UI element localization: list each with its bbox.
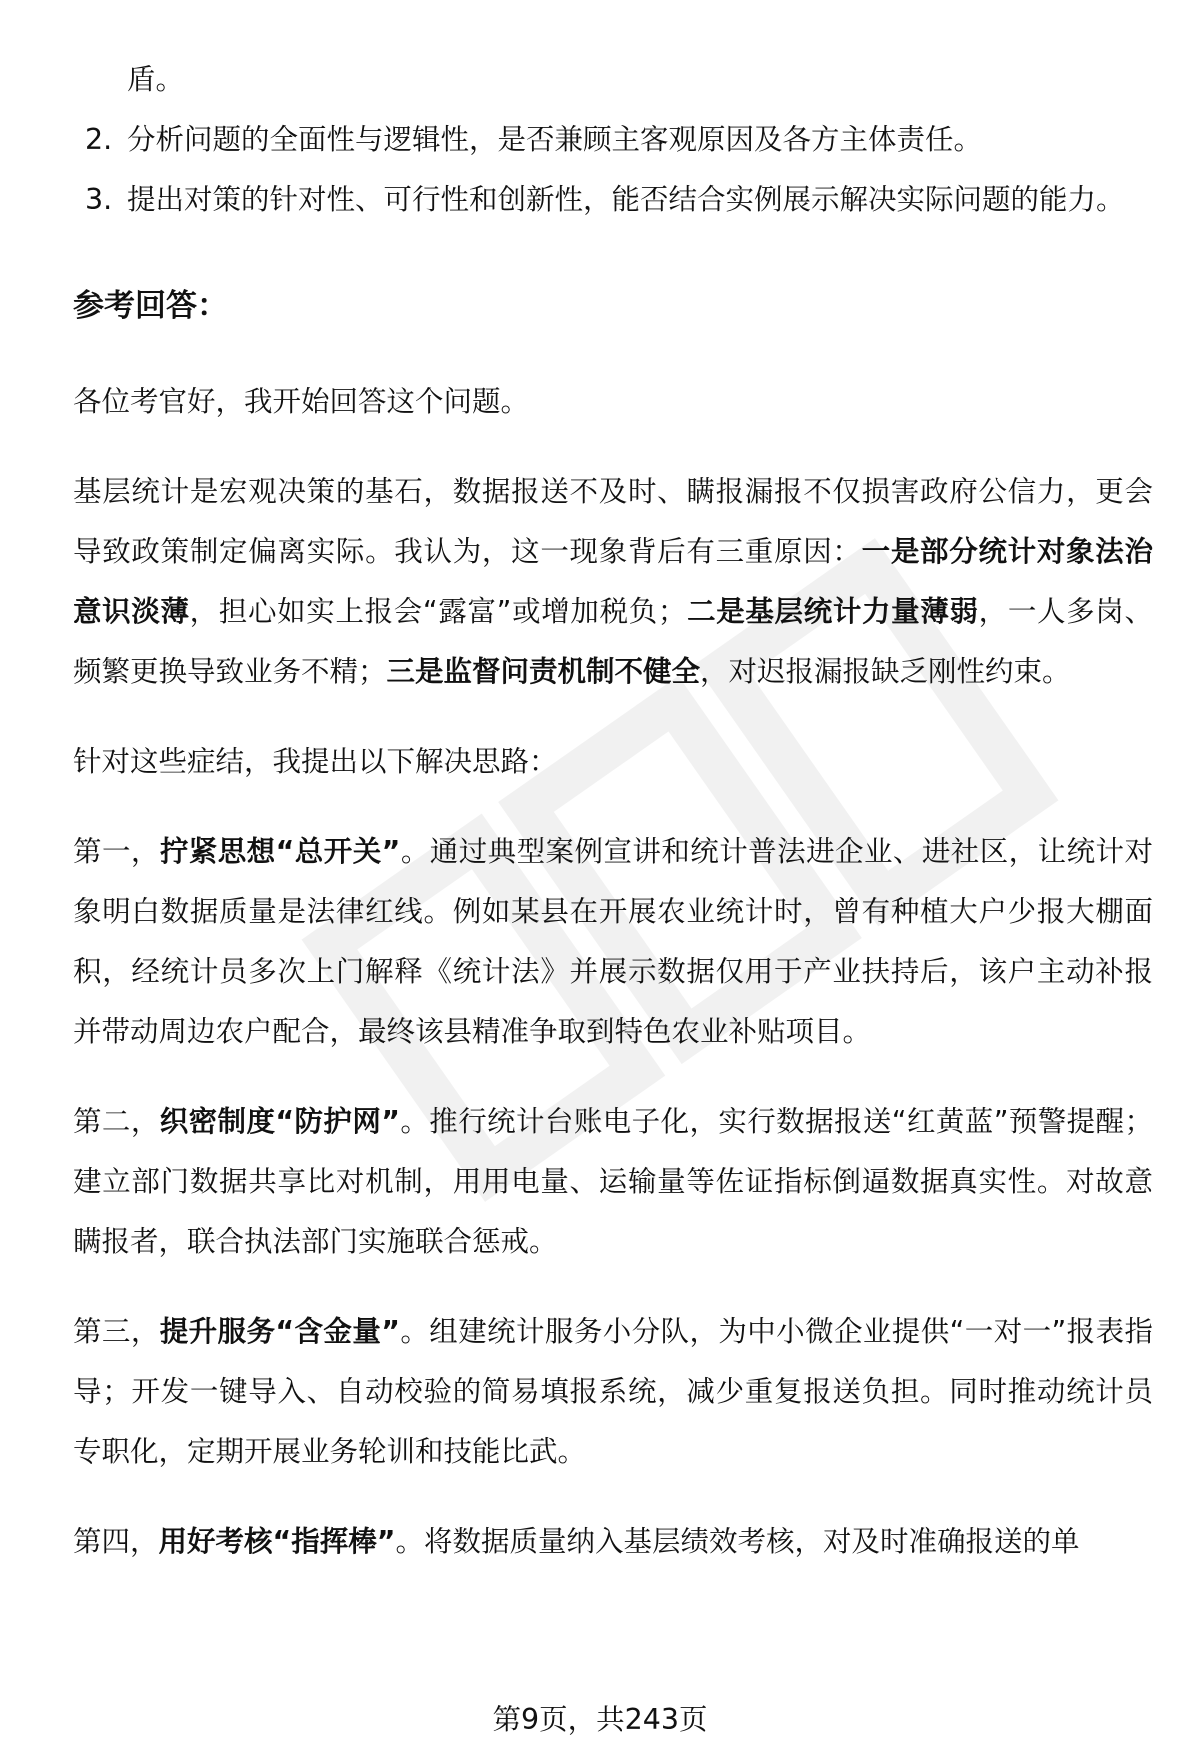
list-number: 3. bbox=[85, 183, 113, 216]
measure-title: 织密制度“防护网” bbox=[159, 1105, 400, 1138]
list-item-text: 提出对策的针对性、可行性和创新性，能否结合实例展示解决实际问题的能力。 bbox=[127, 183, 1125, 216]
list-continuation-text: 盾。 bbox=[127, 63, 185, 96]
intro-text-1: 基层统计是宏观决策的基石，数据报送不及时、瞒报漏报不仅损害政府公信力，更会导致政策制定偏离实际。我认为，这一现象背后有三重原因： bbox=[73, 475, 1153, 568]
measure-title: 用好考核“指挥棒” bbox=[158, 1525, 396, 1558]
intro-text-3: ，一人多岗、频繁更换导致业务不精； bbox=[73, 595, 1153, 688]
measure-prefix: 第四， bbox=[73, 1525, 159, 1558]
lead-paragraph: 针对这些症结，我提出以下解决思路： bbox=[73, 745, 558, 778]
measure-text: 。通过典型案例宣讲和统计普法进企业、进社区，让统计对象明白数据质量是法律红线。例如某县在开展农业统计时，曾有种植大户少报大棚面积，经统计员多次上门解释《统计法》并展示数据仅用于产业扶持后，该户主动补报并带动周边农户配合，最终该县精准争取到特色农业补贴项目。 bbox=[73, 835, 1153, 1048]
greeting-paragraph: 各位考官好，我开始回答这个问题。 bbox=[73, 385, 530, 418]
measure-paragraph bbox=[73, 1092, 1153, 1272]
measure-prefix: 第二， bbox=[73, 1105, 160, 1138]
section-heading: 参考回答： bbox=[73, 288, 228, 324]
list-item bbox=[73, 110, 1153, 170]
measure-paragraph bbox=[73, 822, 1153, 1062]
measure-prefix: 第三， bbox=[73, 1315, 160, 1348]
page-footer: 第9页，共243页 bbox=[492, 1703, 708, 1736]
list-item-text: 分析问题的全面性与逻辑性，是否兼顾主客观原因及各方主体责任。 bbox=[127, 123, 983, 156]
intro-bold-3: 三是监督问责机制不健全 bbox=[386, 655, 701, 688]
list-number: 2. bbox=[85, 123, 113, 156]
measure-prefix: 第一， bbox=[73, 835, 160, 868]
measure-paragraph bbox=[73, 1302, 1153, 1482]
measure-paragraph bbox=[73, 1512, 1153, 1572]
intro-text-2: ，担心如实上报会“露富”或增加税负； bbox=[189, 595, 687, 628]
measure-title: 提升服务“含金量” bbox=[159, 1315, 400, 1348]
list-continuation bbox=[73, 50, 1153, 110]
intro-text-4: ，对迟报漏报缺乏刚性约束。 bbox=[700, 655, 1071, 688]
intro-bold-1: 一是部分统计对象法治意识淡薄 bbox=[73, 535, 1153, 628]
list-item bbox=[73, 170, 1153, 230]
main-content bbox=[73, 50, 1153, 1602]
measure-title: 拧紧思想“总开关” bbox=[159, 835, 401, 868]
intro-bold-2: 二是基层统计力量薄弱 bbox=[686, 595, 979, 628]
intro-paragraph bbox=[73, 462, 1153, 702]
measure-text: 。将数据质量纳入基层绩效考核，对及时准确报送的单 bbox=[395, 1525, 1080, 1558]
measure-text: 。组建统计服务小分队，为中小微企业提供“一对一”报表指导；开发一键导入、自动校验的简易填报系统，减少重复报送负担。同时推动统计员专职化，定期开展业务轮训和技能比武。 bbox=[73, 1315, 1153, 1468]
measure-text: 。推行统计台账电子化，实行数据报送“红黄蓝”预警提醒；建立部门数据共享比对机制，用用电量、运输量等佐证指标倒逼数据真实性。对故意瞒报者，联合执法部门实施联合惩戒。 bbox=[73, 1105, 1153, 1258]
